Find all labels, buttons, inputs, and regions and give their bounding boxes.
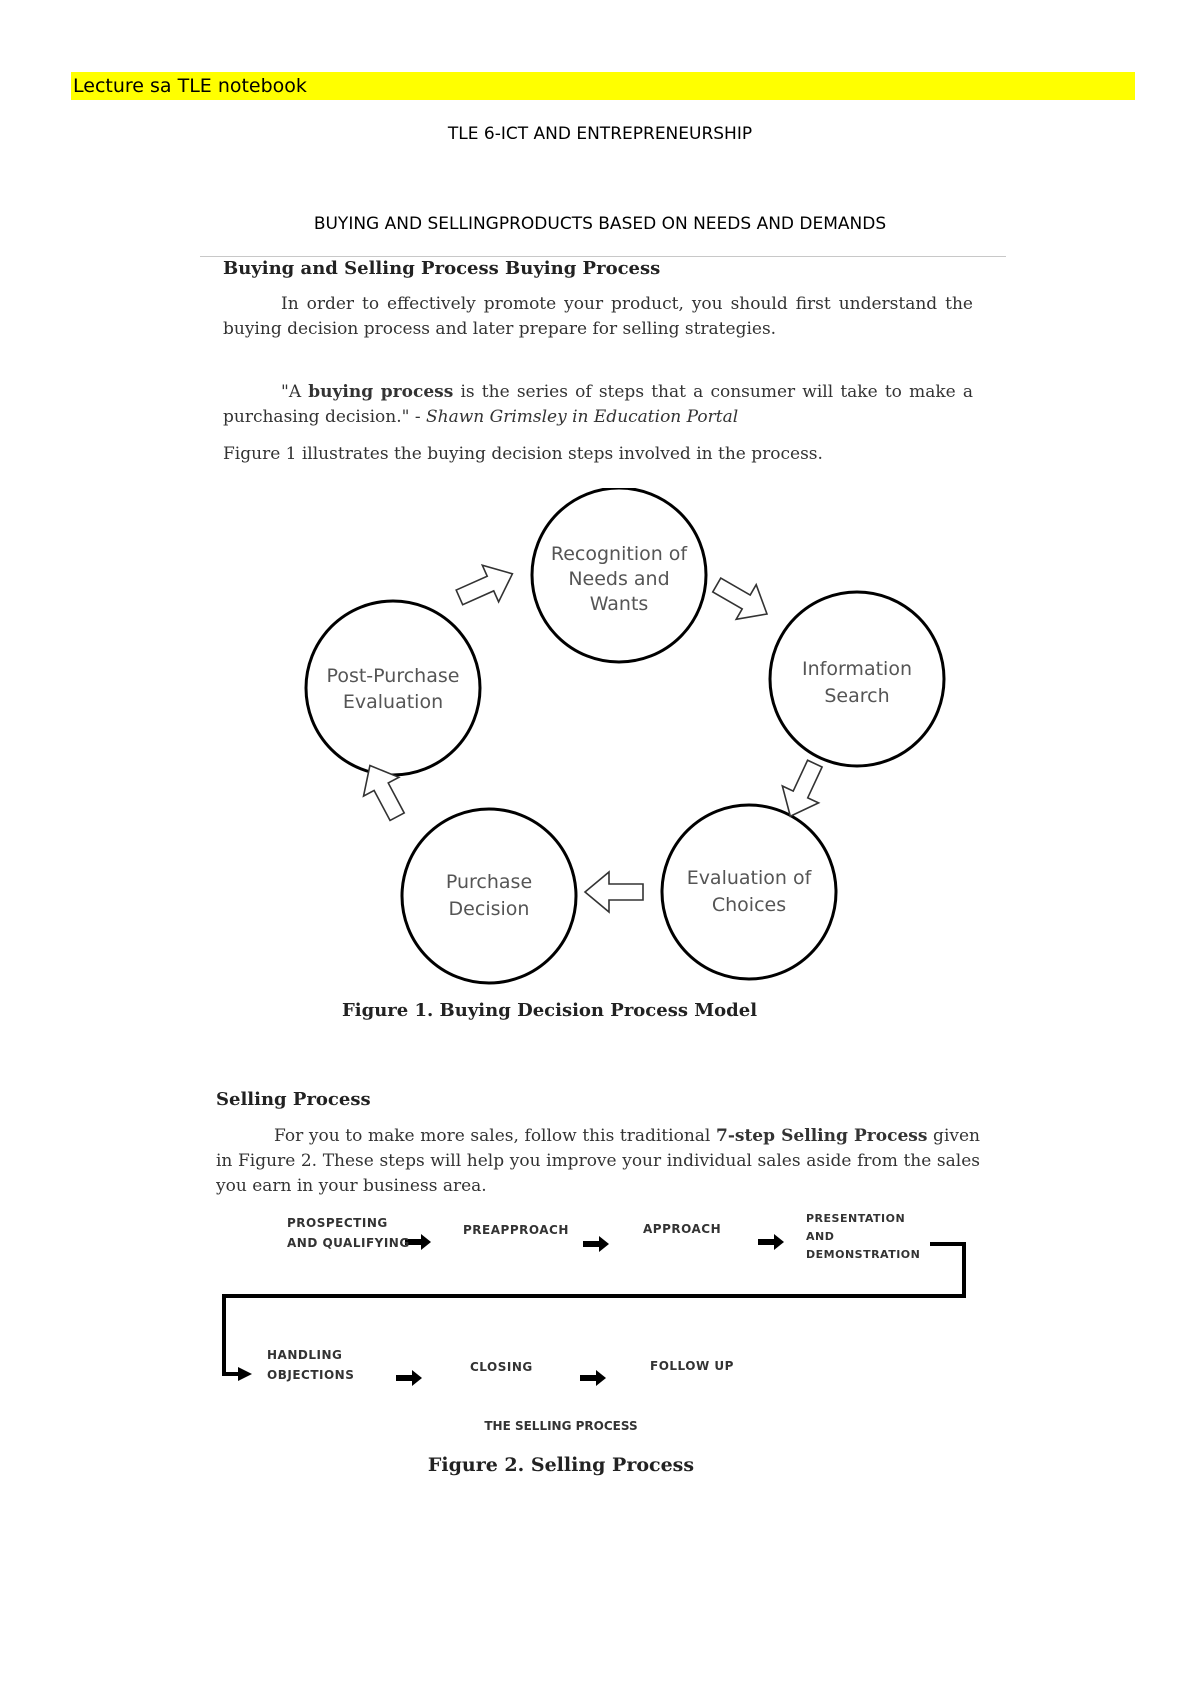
step-prospecting-line1: PROSPECTING: [287, 1216, 388, 1230]
node-label-purchase-2: Decision: [448, 898, 530, 920]
arrow-icon-4: [585, 872, 643, 912]
buying-decision-diagram: [280, 488, 960, 988]
node-circle-evaluation: [662, 805, 836, 979]
node-label-recognition-1: Recognition of: [550, 543, 688, 565]
step-presentation-line3: DEMONSTRATION: [806, 1248, 921, 1261]
step-approach: APPROACH: [643, 1222, 722, 1236]
step-prospecting-line2: AND QUALIFYING: [287, 1236, 410, 1250]
node-label-information-2: Search: [824, 685, 890, 707]
quote-source: Shawn Grimsley in Education Portal: [425, 407, 739, 427]
arrow-icon-1: [451, 556, 520, 616]
step-presentation-line2: AND: [806, 1230, 835, 1243]
quote-rest: is the series of steps that a consumer will take to make a purchasing decision." -: [223, 382, 974, 427]
notebook-label: Lecture sa TLE notebook: [73, 75, 307, 97]
flow-arrow-icon-2: [583, 1236, 609, 1252]
intro-text: In order to effectively promote your product, you should first understand the buying decision process and later prepare for selling strategies.: [223, 294, 973, 339]
node-label-post-purchase-2: Evaluation: [342, 691, 444, 713]
figure-2-caption: Figure 2. Selling Process: [427, 1454, 695, 1476]
selling-process-label: THE SELLING PROCESS: [484, 1419, 638, 1433]
arrow-icon-2: [707, 568, 777, 632]
quote-paragraph: [223, 380, 973, 430]
flow-connector-arrowhead-icon: [238, 1367, 252, 1381]
node-label-information-1: Information: [802, 658, 912, 680]
node-label-evaluation-1: Evaluation of: [686, 867, 812, 889]
selling-section-heading: Selling Process: [216, 1089, 371, 1110]
step-handling-line1: HANDLING: [267, 1348, 343, 1362]
node-label-recognition-2: Needs and: [568, 568, 670, 590]
selling-text-c: given in Figure 2. These steps will help you improve your individual sales aside from the sales you earn in your business area.: [216, 1126, 980, 1196]
quote-term: buying process: [308, 382, 454, 402]
buying-section-heading: Buying and Selling Process Buying Process: [223, 258, 661, 279]
flow-arrow-icon-4: [396, 1370, 422, 1386]
selling-text-b: 7-step Selling Process: [716, 1126, 928, 1146]
node-circle-post-purchase: [306, 601, 480, 775]
arrow-icon-5: [352, 756, 415, 826]
subject-title: TLE 6-ICT AND ENTREPRENEURSHIP: [447, 124, 753, 144]
step-closing: CLOSING: [470, 1360, 533, 1374]
selling-paragraph: [216, 1124, 980, 1196]
step-handling-objections: [267, 1345, 354, 1385]
flow-arrow-icon-5: [580, 1370, 606, 1386]
selling-text-a: For you to make more sales, follow this traditional: [274, 1126, 716, 1146]
figure-intro-paragraph: Figure 1 illustrates the buying decision steps involved in the process.: [223, 444, 823, 464]
quote-open: "A: [281, 382, 309, 402]
node-label-purchase-1: Purchase: [445, 871, 533, 893]
arrow-icon-3: [772, 755, 833, 824]
flow-arrow-icon-3: [758, 1234, 784, 1250]
node-label-recognition-3: Wants: [589, 593, 649, 615]
step-presentation-line1: PRESENTATION: [806, 1212, 906, 1225]
node-label-evaluation-2: Choices: [711, 894, 787, 916]
section-divider: [200, 256, 1006, 257]
step-handling-line2: OBJECTIONS: [267, 1368, 355, 1382]
topic-title: BUYING AND SELLINGPRODUCTS BASED ON NEEDS AND DEMANDS: [313, 214, 887, 234]
step-preapproach: PREAPPROACH: [463, 1223, 569, 1237]
node-label-post-purchase-1: Post-Purchase: [326, 665, 460, 687]
step-prospecting: [287, 1213, 410, 1253]
figure-1-caption: Figure 1. Buying Decision Process Model: [342, 1000, 758, 1021]
intro-paragraph: [223, 292, 973, 342]
step-follow-up: FOLLOW UP: [650, 1359, 734, 1373]
node-circle-purchase: [402, 809, 576, 983]
step-presentation: [806, 1210, 920, 1264]
